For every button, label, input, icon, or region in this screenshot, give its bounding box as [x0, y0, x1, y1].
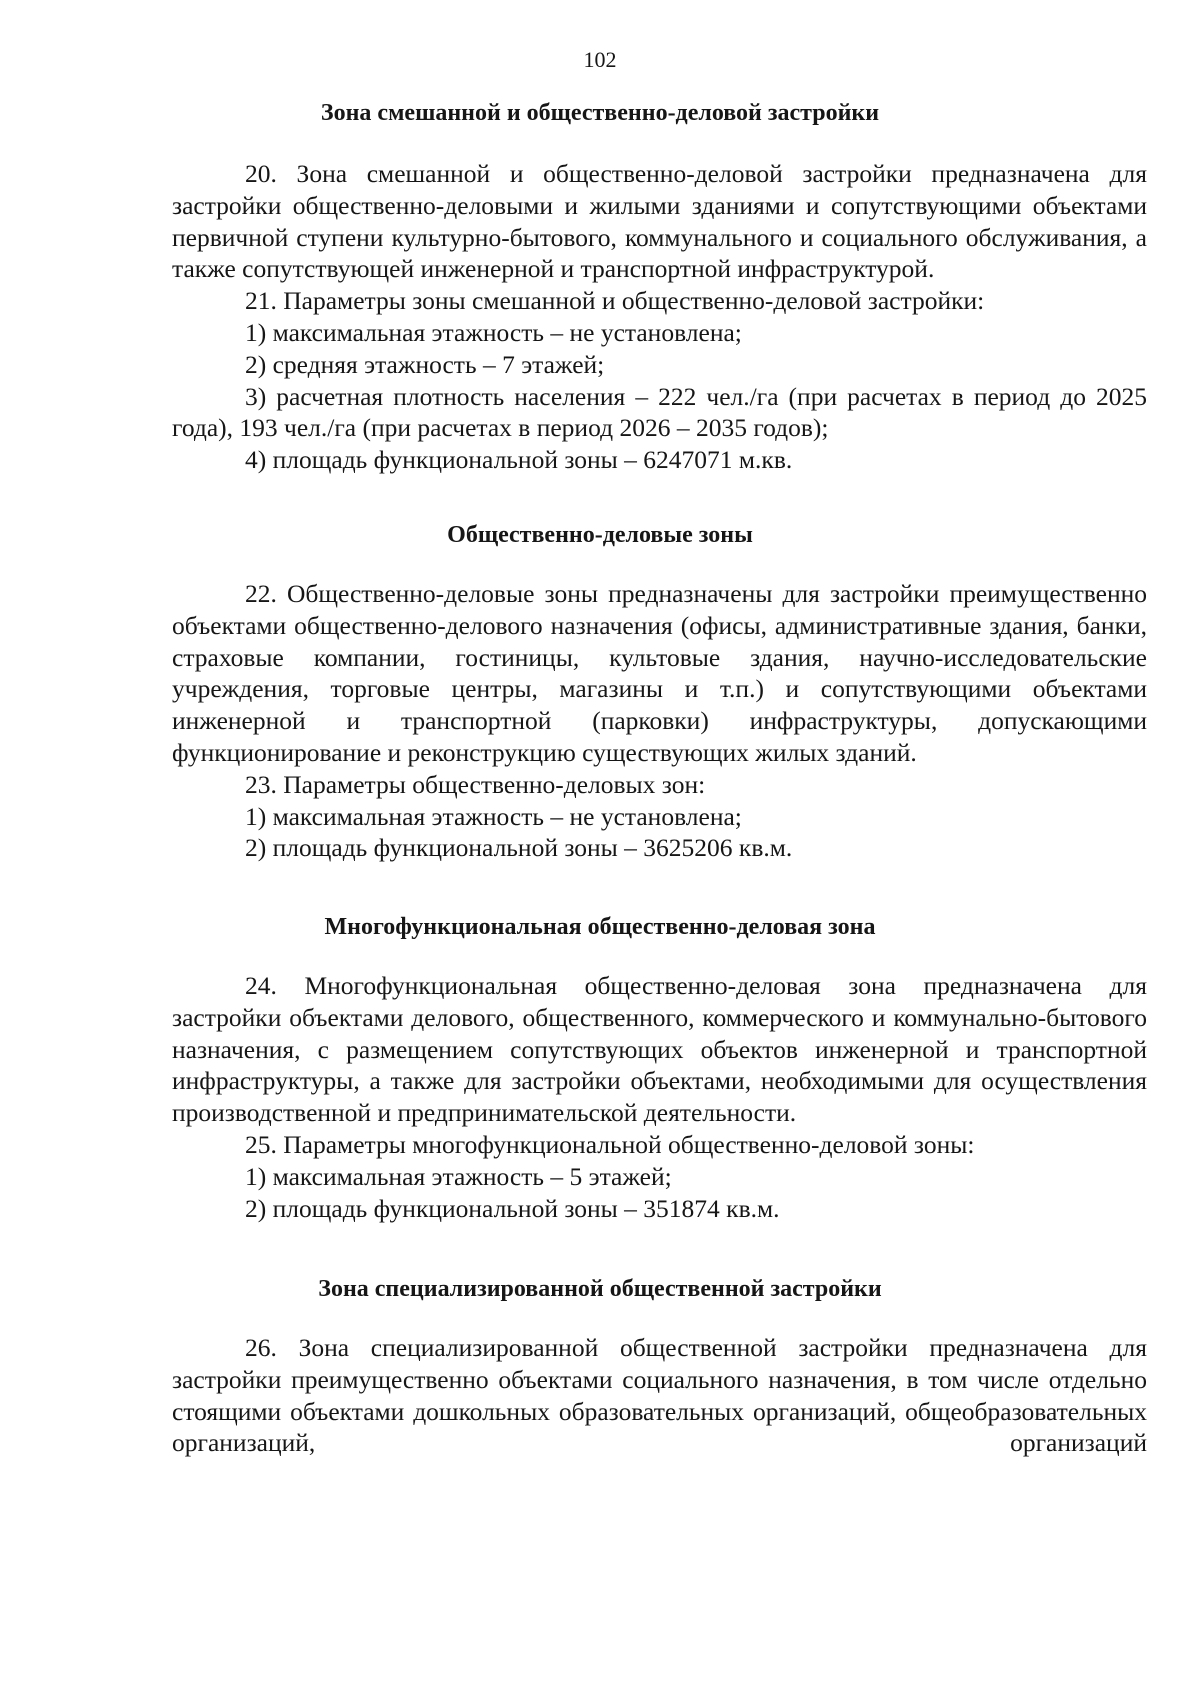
list-item: 3) расчетная плотность населения – 222 чел./га (при расчетах в период до 2025 года), 193 чел./га (при расчетах в период 2026 – 2035 годов);: [172, 381, 1147, 443]
section-body: [172, 158, 1147, 476]
section-heading: Зона специализированной общественной застройки: [318, 1276, 882, 1302]
list-item: 1) максимальная этажность – не установлена;: [245, 801, 742, 831]
list-item: 2) средняя этажность – 7 этажей;: [245, 349, 605, 379]
list-item: 1) максимальная этажность – не установлена;: [245, 317, 742, 347]
paragraph: 23. Параметры общественно-деловых зон:: [245, 769, 706, 799]
section-body: [172, 578, 1147, 864]
section-heading: Зона смешанной и общественно-деловой застройки: [320, 100, 880, 126]
list-item: 2) площадь функциональной зоны – 3625206 кв.м.: [245, 833, 793, 863]
paragraph: 20. Зона смешанной и общественно-деловой застройки предназначена для застройки общественно-деловыми и жилыми зданиями и сопутствующими объектами первичной ступени культурно-бытового, коммунального и социального обслуживания, а также сопутствующей инженерной и транспортной инфраструктурой.: [172, 159, 1147, 284]
page-number: 102: [583, 47, 617, 72]
section-body: [172, 970, 1147, 1224]
list-item: 4) площадь функциональной зоны – 6247071 м.кв.: [245, 445, 793, 475]
paragraph: 25. Параметры многофункциональной общественно-деловой зоны:: [245, 1129, 975, 1159]
paragraph: 21. Параметры зоны смешанной и общественно-деловой застройки:: [245, 286, 985, 316]
list-item: 1) максимальная этажность – 5 этажей;: [245, 1161, 672, 1191]
paragraph: 24. Многофункциональная общественно-деловая зона предназначена для застройки объектами делового, общественного, коммерческого и коммунально-бытового назначения, с размещением сопутствующих объектов инженерной и транспортной инфраструктуры, а также для застройки объектами, необходимыми для осуществления производственной и предпринимательской деятельности.: [172, 971, 1147, 1128]
section-heading: Общественно-деловые зоны: [447, 522, 753, 548]
section-body: [172, 1332, 1147, 1459]
paragraph: 26. Зона специализированной общественной застройки предназначена для застройки преимущественно объектами социального назначения, в том числе отдельно стоящими объектами дошкольных образовательных организаций, общеобразовательных организаций, организаций: [172, 1333, 1147, 1458]
section-heading: Многофункциональная общественно-деловая зона: [324, 914, 876, 940]
paragraph: 22. Общественно-деловые зоны предназначены для застройки преимущественно объектами общественно-делового назначения (офисы, административные здания, банки, страховые компании, гостиницы, культовые здания, научно-исследовательские учреждения, торговые центры, магазины и т.п.) и сопутствующими объектами инженерной и транспортной (парковки) инфраструктуры, допускающими функционирование и реконструкцию существующих жилых зданий.: [172, 579, 1147, 767]
list-item: 2) площадь функциональной зоны – 351874 кв.м.: [245, 1193, 780, 1223]
